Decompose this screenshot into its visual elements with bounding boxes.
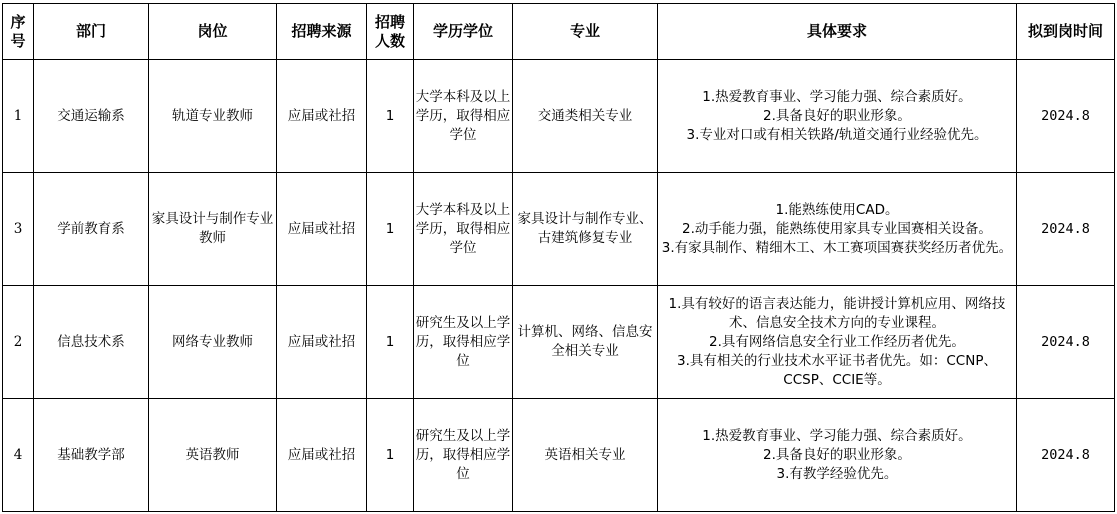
header-row [3,4,1115,60]
cell-requirements [658,173,1017,286]
cell-date: 2024.8 [1017,173,1115,286]
requirement-line: 2.动手能力强，能熟练使用家具专业国赛相关设备。 [682,220,992,237]
requirement-line: 3.有家具制作、精细木工、木工赛项国赛获奖经历者优先。 [661,239,1013,256]
header-seq [3,4,34,60]
requirement-line: 1.热爱教育事业、学习能力强、综合素质好。 [702,427,972,444]
requirement-line: 2.具备良好的职业形象。 [763,446,911,463]
cell-major: 计算机、网络、信息安全相关专业 [513,286,658,399]
cell-requirements [658,286,1017,399]
table-row [3,399,1115,512]
header-major: 专业 [513,4,658,60]
header-seq-line-2: 号 [10,31,26,50]
cell-requirements [658,399,1017,512]
cell-seq: 2 [3,286,34,399]
table-row [3,286,1115,399]
requirement-line: 3.具有相关的行业技术水平证书者优先。如：CCNP、CCSP、CCIE等。 [677,352,997,388]
cell-date: 2024.8 [1017,60,1115,173]
cell-position: 网络专业教师 [149,286,277,399]
cell-count: 1 [367,286,414,399]
cell-source: 应届或社招 [277,173,367,286]
header-source: 招聘来源 [277,4,367,60]
cell-seq: 3 [3,173,34,286]
cell-dept: 交通运输系 [34,60,149,173]
header-position: 岗位 [149,4,277,60]
cell-major: 英语相关专业 [513,399,658,512]
header-date: 拟到岗时间 [1017,4,1115,60]
cell-position: 轨道专业教师 [149,60,277,173]
header-education: 学历学位 [414,4,513,60]
table-body [3,60,1115,512]
cell-count: 1 [367,60,414,173]
requirement-line: 1.热爱教育事业、学习能力强、综合素质好。 [702,88,972,105]
header-count-line-1: 招聘 [374,12,405,31]
requirement-line: 3.有教学经验优先。 [776,465,898,482]
cell-dept: 信息技术系 [34,286,149,399]
requirement-line: 2.具备良好的职业形象。 [763,107,911,124]
requirement-line: 2.具有网络信息安全行业工作经历者优先。 [709,333,965,350]
recruitment-table [2,3,1115,512]
cell-dept: 基础教学部 [34,399,149,512]
cell-position: 家具设计与制作专业教师 [149,173,277,286]
cell-count: 1 [367,399,414,512]
cell-education: 研究生及以上学历，取得相应学位 [414,286,513,399]
header-count-line-2: 人数 [374,31,405,50]
cell-source: 应届或社招 [277,399,367,512]
cell-dept: 学前教育系 [34,173,149,286]
cell-date: 2024.8 [1017,399,1115,512]
requirement-line: 3.专业对口或有相关铁路/轨道交通行业经验优先。 [686,126,988,143]
cell-major: 交通类相关专业 [513,60,658,173]
cell-requirements [658,60,1017,173]
cell-count: 1 [367,173,414,286]
requirement-line: 1.能熟练使用CAD。 [775,201,899,218]
cell-education: 大学本科及以上学历，取得相应学位 [414,173,513,286]
cell-date: 2024.8 [1017,286,1115,399]
table-row [3,60,1115,173]
cell-education: 研究生及以上学历，取得相应学位 [414,399,513,512]
cell-education: 大学本科及以上学历，取得相应学位 [414,60,513,173]
table-row [3,173,1115,286]
cell-position: 英语教师 [149,399,277,512]
cell-major: 家具设计与制作专业、古建筑修复专业 [513,173,658,286]
requirement-line: 1.具有较好的语言表达能力，能讲授计算机应用、网络技术、信息安全技术方向的专业课程。 [668,295,1006,331]
header-requirements: 具体要求 [658,4,1017,60]
cell-seq: 1 [3,60,34,173]
header-seq-line-1: 序 [10,12,26,31]
cell-seq: 4 [3,399,34,512]
cell-source: 应届或社招 [277,60,367,173]
header-count [367,4,414,60]
header-dept: 部门 [34,4,149,60]
cell-source: 应届或社招 [277,286,367,399]
